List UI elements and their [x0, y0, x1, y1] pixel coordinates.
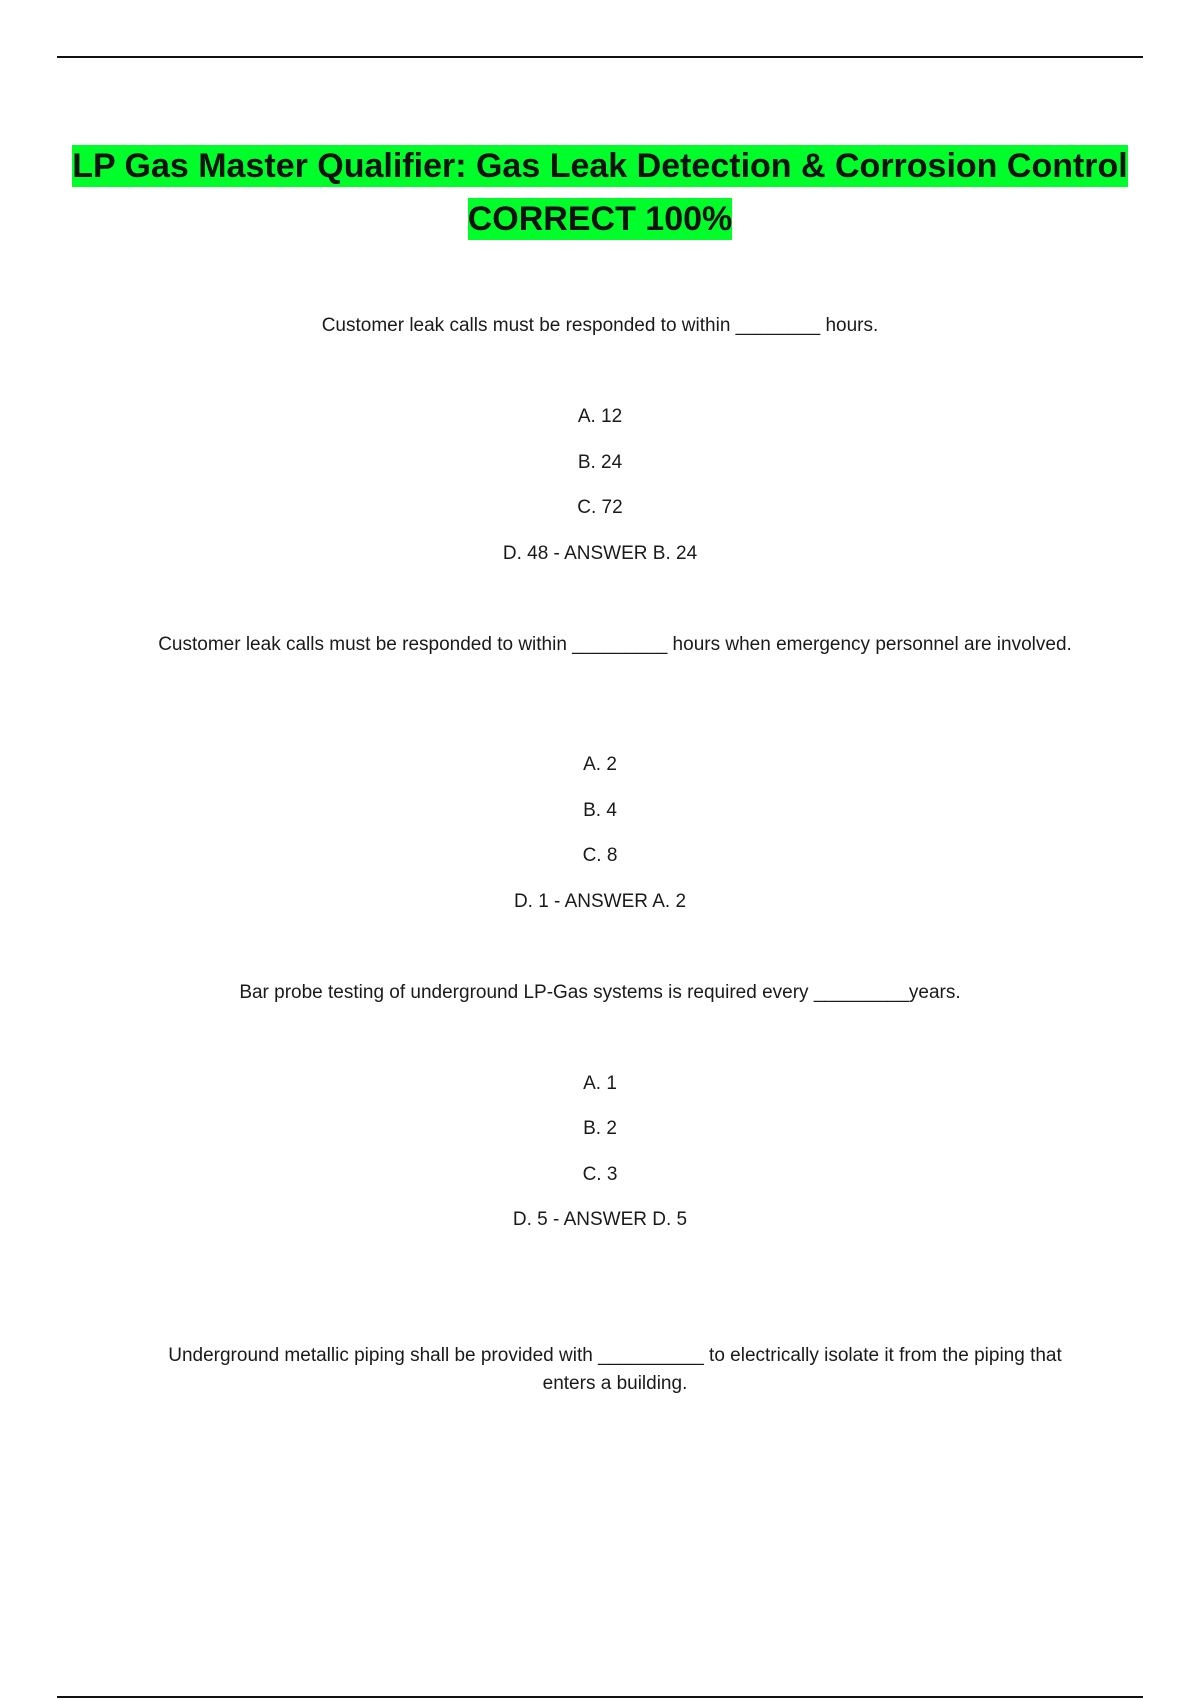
highlighted-title-text: LP Gas Master Qualifier: Gas Leak Detection & Corrosion Control CORRECT 100%: [72, 147, 1128, 238]
footer-rule: [57, 1696, 1143, 1698]
question-2-option-d-answer: D. 1 - ANSWER A. 2: [513, 891, 687, 912]
question-1-option-c: C. 72: [577, 497, 623, 518]
question-2-option-c: C. 8: [582, 845, 618, 866]
question-3-option-b: B. 2: [583, 1118, 617, 1139]
document-title: [60, 140, 1140, 246]
question-1-text: Customer leak calls must be responded to within ________ hours.: [321, 315, 879, 336]
question-2-text: Customer leak calls must be responded to within _________ hours when emergency personnel are involved.: [158, 634, 1072, 655]
question-4-text: Underground metallic piping shall be provided with __________ to electrically isolate it from the piping that enters a building.: [168, 1345, 1062, 1394]
question-3-option-a: A. 1: [583, 1073, 617, 1094]
question-3-text: Bar probe testing of underground LP-Gas systems is required every _________years.: [239, 982, 961, 1003]
question-1-option-a: A. 12: [577, 406, 623, 427]
question-3-option-d-answer: D. 5 - ANSWER D. 5: [512, 1209, 688, 1230]
question-2-option-a: A. 2: [583, 754, 617, 775]
header-rule: [57, 56, 1143, 58]
question-2-option-b: B. 4: [583, 800, 617, 821]
question-3-option-c: C. 3: [582, 1164, 618, 1185]
question-1-option-d-answer: D. 48 - ANSWER B. 24: [502, 543, 698, 564]
question-1-option-b: B. 24: [577, 452, 623, 473]
